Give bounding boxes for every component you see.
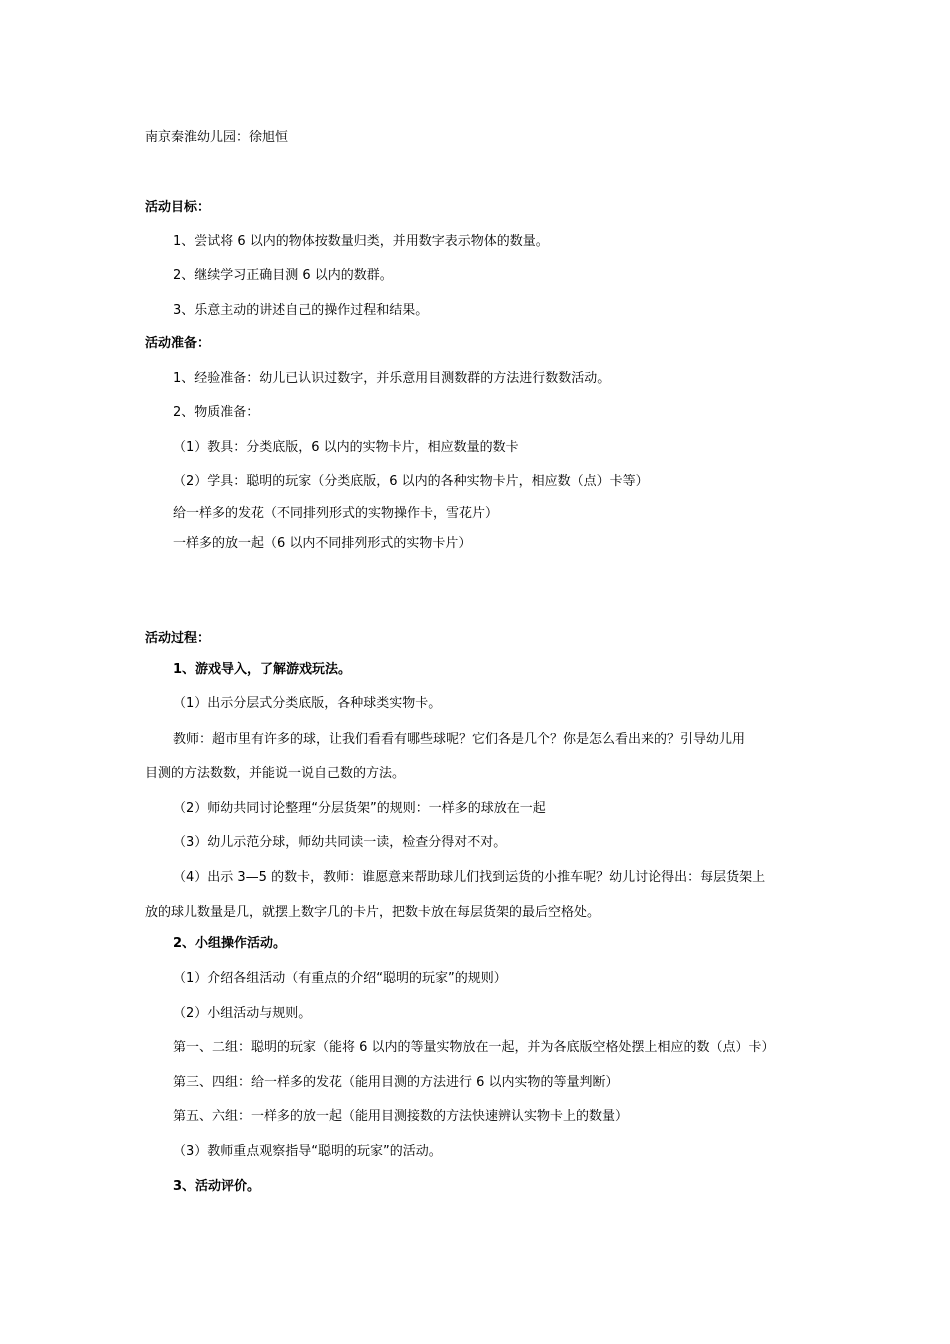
- preparation-item-6: 一样多的放一起（6 以内不同排列形式的实物卡片）: [173, 536, 472, 551]
- step2-group-3-4: 第三、四组：给一样多的发花（能用目测的方法进行 6 以内实物的等量判断）: [173, 1075, 619, 1090]
- step2-group-1-2: 第一、二组：聪明的玩家（能将 6 以内的等量实物放在一起，并为各底版空格处摆上相应的数（点）卡）: [173, 1040, 775, 1055]
- step2-paragraph-2: （2）小组活动与规则。: [173, 1006, 312, 1021]
- author-line: 南京秦淮幼儿园：徐旭恒: [145, 130, 289, 145]
- step3-title: 3、活动评价。: [173, 1179, 261, 1194]
- process-heading: 活动过程：: [145, 631, 211, 646]
- step1-paragraph-4: （3）幼儿示范分球，师幼共同读一读，检查分得对不对。: [173, 835, 507, 850]
- step1-paragraph-2-line-2: 目测的方法数数，并能说一说自己数的方法。: [145, 766, 406, 781]
- preparation-item-4: （2）学具：聪明的玩家（分类底版，6 以内的各种实物卡片，相应数（点）卡等）: [173, 474, 649, 489]
- step2-group-5-6: 第五、六组：一样多的放一起（能用目测接数的方法快速辨认实物卡上的数量）: [173, 1109, 629, 1124]
- preparation-item-1: 1、经验准备：幼儿已认识过数字，并乐意用目测数群的方法进行数数活动。: [173, 371, 611, 386]
- preparation-item-5: 给一样多的发花（不同排列形式的实物操作卡，雪花片）: [173, 506, 499, 521]
- goals-heading: 活动目标：: [145, 200, 211, 215]
- preparation-heading: 活动准备：: [145, 336, 211, 351]
- step1-paragraph-2-line-1: 教师：超市里有许多的球，让我们看看有哪些球呢？它们各是几个？你是怎么看出来的？引导幼儿用: [173, 732, 746, 747]
- goal-item-2: 2、继续学习正确目测 6 以内的数群。: [173, 268, 393, 283]
- step1-paragraph-3: （2）师幼共同讨论整理“分层货架”的规则：一样多的球放在一起: [173, 801, 546, 816]
- step2-paragraph-3: （3）教师重点观察指导“聪明的玩家”的活动。: [173, 1144, 442, 1159]
- step1-paragraph-5-line-1: （4）出示 3—5 的数卡，教师：谁愿意来帮助球儿们找到运货的小推车呢？幼儿讨论得出：每层货架上: [173, 870, 766, 885]
- step1-paragraph-5-line-2: 放的球儿数量是几，就摆上数字几的卡片，把数卡放在每层货架的最后空格处。: [145, 905, 601, 920]
- preparation-item-3: （1）教具：分类底版，6 以内的实物卡片，相应数量的数卡: [173, 440, 519, 455]
- step1-title: 1、游戏导入，了解游戏玩法。: [173, 662, 352, 677]
- goal-item-1: 1、尝试将 6 以内的物体按数量归类，并用数字表示物体的数量。: [173, 234, 549, 249]
- goal-item-3: 3、乐意主动的讲述自己的操作过程和结果。: [173, 303, 429, 318]
- step2-title: 2、小组操作活动。: [173, 936, 287, 951]
- step2-paragraph-1: （1）介绍各组活动（有重点的介绍“聪明的玩家”的规则）: [173, 971, 507, 986]
- step1-paragraph-1: （1）出示分层式分类底版，各种球类实物卡。: [173, 696, 442, 711]
- preparation-item-2: 2、物质准备：: [173, 405, 260, 420]
